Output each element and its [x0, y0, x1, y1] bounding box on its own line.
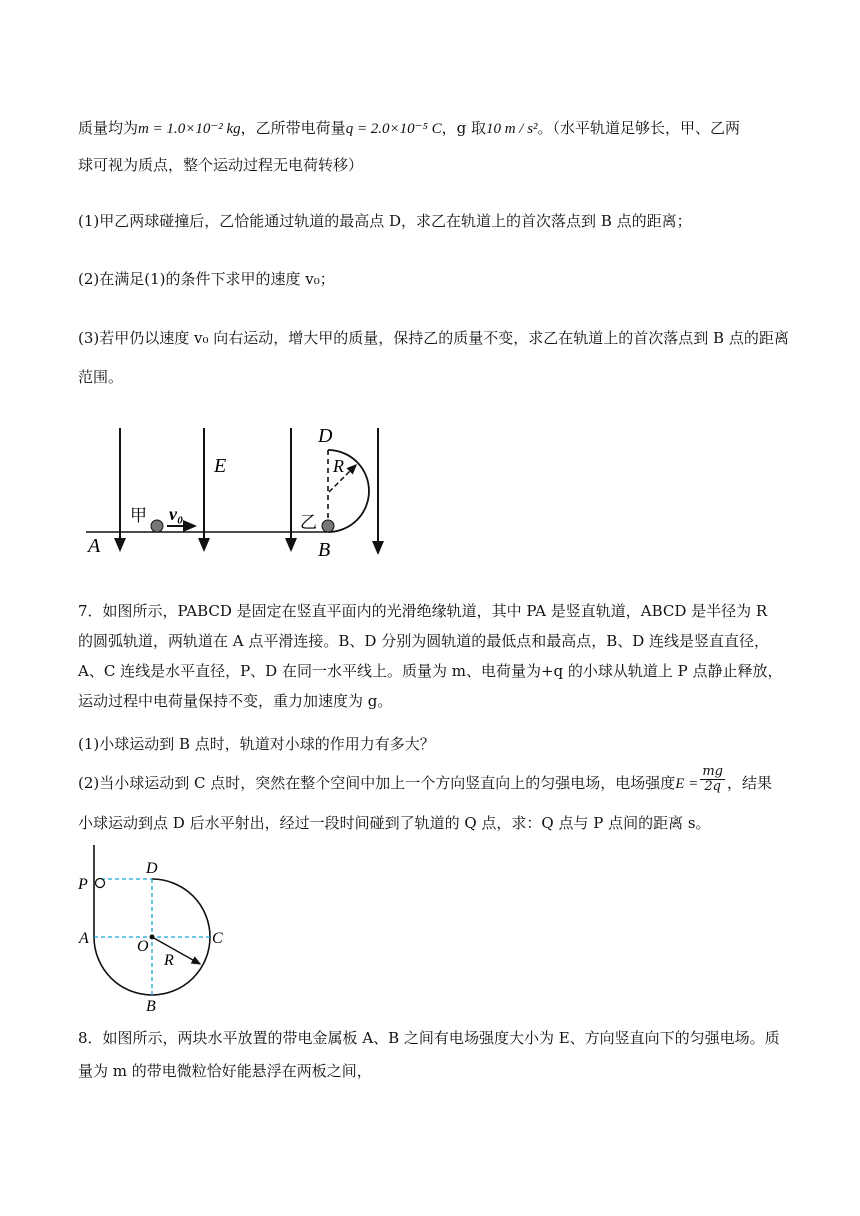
label-B: B — [318, 539, 331, 561]
charge-expression: q = 2.0×10⁻⁵ C — [345, 121, 442, 137]
label-R: R — [333, 456, 344, 476]
fraction-numerator: mg — [702, 763, 723, 779]
p6-question-1: (1)甲乙两球碰撞后，乙恰能通过轨道的最高点 D，求乙在轨道上的首次落点到 B 点的距离； — [78, 212, 692, 230]
p6-question-3-line1: (3)若甲仍以速度 v₀ 向右运动，增大甲的质量，保持乙的质量不变，求乙在轨道上的首次落点到 B 点的距离 — [78, 329, 789, 347]
p6-text: ，乙所带电荷量 — [240, 119, 346, 137]
label-P: P — [78, 876, 88, 893]
label-yi: 乙 — [300, 513, 317, 532]
p6-question-2: (2)在满足(1)的条件下求甲的速度 v₀； — [78, 270, 335, 288]
mass-expression: m = 1.0×10⁻² kg — [138, 121, 241, 137]
center-point — [150, 935, 155, 940]
p7-question-1: (1)小球运动到 B 点时，轨道对小球的作用力有多大？ — [78, 735, 435, 753]
radius-arrow — [152, 937, 200, 964]
label-A: A — [88, 535, 101, 557]
p8-line1: 8．如图所示，两块水平放置的带电金属板 A、B 之间有电场强度大小为 E、方向竖直向下的匀强电场。质 — [78, 1029, 780, 1047]
label-B: B — [146, 998, 156, 1015]
p7-statement: 7．如图所示，PABCD 是固定在竖直平面内的光滑绝缘轨道，其中 PA 是竖直轨道，ABCD 是半径为 R 的圆弧轨道，两轨道在 A 点平滑连接。B、D 分别为圆轨道的最低点和最高点，B、D 连线是竖直直径，A、C 连线是水平直径，P、D 在同一水平线上。质量为 m、电荷量为+q 的小球从轨道上 P 点静止释放，运动过程中电荷量保持不变，重力加速度为 g。 — [78, 602, 783, 710]
fraction-denominator: 2q — [704, 778, 721, 794]
p6-question-3-line2: 范围。 — [78, 368, 124, 386]
label-A: A — [79, 930, 89, 947]
figure-7-circular-track — [76, 845, 236, 1015]
p8-line2: 量为 m 的带电微粒恰好能悬浮在两板之间， — [78, 1062, 372, 1080]
p6-text: 质量均为 — [78, 119, 139, 137]
figure-6-track-diagram — [80, 420, 400, 565]
label-C: C — [212, 930, 223, 947]
p6-line1 — [78, 117, 784, 140]
field-strength-lhs: E = — [675, 776, 699, 792]
p7-question-2-line1 — [78, 763, 784, 795]
label-O: O — [137, 938, 149, 955]
p7-text: (2)当小球运动到 C 点时，突然在整个空间中加上一个方向竖直向上的匀强电场，电场强度 — [78, 774, 676, 792]
ball-jia — [151, 520, 163, 532]
p7-text: ，结果 — [726, 774, 772, 792]
p7-question-2-line2: 小球运动到点 D 后水平射出，经过一段时间碰到了轨道的 Q 点，求：Q 点与 P 点间的距离 s。 — [78, 814, 711, 832]
g-expression: 10 m / s² — [485, 121, 538, 137]
label-jia: 甲 — [130, 506, 147, 525]
p6-text: 。（水平轨道足够长，甲、乙两 — [537, 119, 741, 137]
label-D: D — [318, 425, 333, 447]
p6-line2: 球可视为质点，整个运动过程无电荷转移） — [78, 156, 364, 174]
label-E: E — [214, 455, 227, 477]
ball-yi — [322, 520, 334, 532]
ball-P — [96, 879, 105, 888]
field-strength-fraction — [700, 765, 725, 794]
label-R: R — [164, 952, 174, 969]
label-v0: v₀ — [169, 504, 184, 524]
p6-text: ，g 取 — [441, 119, 486, 137]
label-D: D — [146, 860, 158, 877]
